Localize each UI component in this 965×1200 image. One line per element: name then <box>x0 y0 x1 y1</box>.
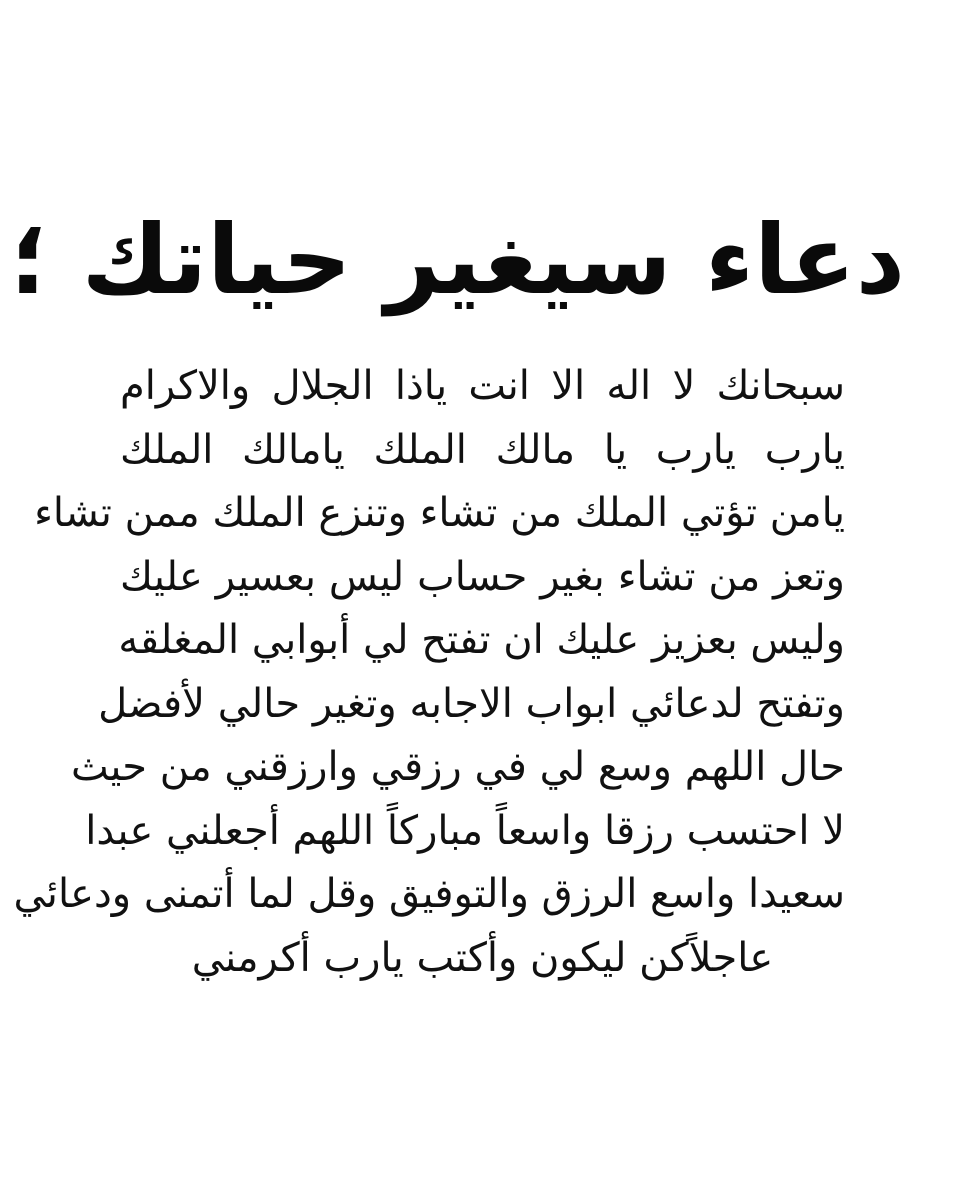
prayer-line: سعيدا واسع الرزق والتوفيق وقل لما أتمنى ودعائي <box>13 871 845 917</box>
prayer-line: عاجلاًكن ليكون وأكتب يارب أكرمني <box>191 934 774 981</box>
prayer-line: لا احتسب رزقا واسعاً مباركاً اللهم أجعلني عبدا <box>85 807 845 854</box>
prayer-line: وتعز من تشاء بغير حساب ليس بعسير عليك <box>120 553 845 600</box>
prayer-line: وتفتح لدعائي ابواب الاجابه وتغير حالي لأفضل <box>98 680 845 727</box>
prayer-line: وليس بعزيز عليك ان تفتح لي أبوابي المغلقه <box>118 617 845 663</box>
prayer-line: سبحانك لا اله الا انت ياذا الجلال والاكرام <box>120 363 845 409</box>
page-title: دعاء سيغير حياتك ؛ <box>9 204 905 316</box>
prayer-line: حال اللهم وسع لي في رزقي وارزقني من حيث <box>70 744 845 790</box>
prayer-text <box>13 355 845 990</box>
prayer-line: يامن تؤتي الملك من تشاء وتنزع الملك ممن تشاء <box>34 490 845 536</box>
prayer-line: يارب يارب يا مالك الملك يامالك الملك <box>120 426 845 473</box>
